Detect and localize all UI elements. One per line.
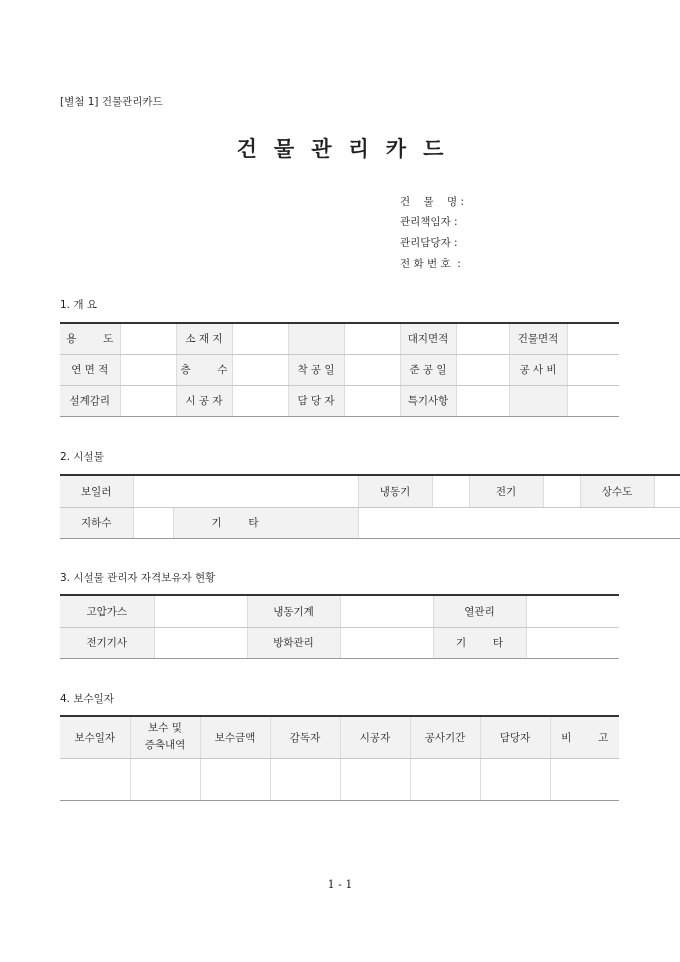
overview-label: 특기사항: [400, 385, 456, 416]
overview-label: 층 수: [176, 354, 232, 385]
repairs-cell: [200, 758, 270, 800]
overview-value-cell: [456, 385, 509, 416]
overview-label: 대지면적: [400, 323, 456, 354]
facility-value-cell: [543, 475, 580, 507]
managers-table: [60, 594, 619, 659]
page-title: 건물관리카드: [236, 137, 461, 161]
section-managers-heading: 3. 시설물 관리자 자격보유자 현황: [60, 572, 216, 584]
overview-label: 건물면적: [509, 323, 567, 354]
repairs-cell: [480, 758, 550, 800]
manager-value-cell: [340, 627, 433, 658]
overview-label: 공 사 비: [509, 354, 567, 385]
page-number: 1 - 1: [327, 878, 353, 891]
overview-table: [60, 322, 619, 417]
overview-label: [288, 323, 344, 354]
manager-label: 전기기사: [60, 627, 154, 658]
repairs-header-contractor: 시공자: [340, 716, 410, 758]
facility-value-cell: [358, 507, 680, 538]
manager-label: 고압가스: [60, 595, 154, 627]
repairs-header-date: 보수일자: [60, 716, 130, 758]
overview-value-cell: [120, 385, 176, 416]
repairs-cell: [340, 758, 410, 800]
repairs-header-supervisor: 감독자: [270, 716, 340, 758]
facility-label: 지하수: [60, 507, 133, 538]
overview-value-cell: [232, 323, 288, 354]
repairs-cell: [550, 758, 619, 800]
repairs-cell: [410, 758, 480, 800]
repairs-cell: [130, 758, 200, 800]
overview-label: [509, 385, 567, 416]
overview-value-cell: [120, 354, 176, 385]
facility-label: 상수도: [580, 475, 654, 507]
section-facilities-heading: 2. 시설물: [60, 451, 104, 463]
overview-value-cell: [344, 323, 400, 354]
facility-value-cell: [654, 475, 680, 507]
overview-label: 착 공 일: [288, 354, 344, 385]
facility-value-cell: [133, 507, 173, 538]
overview-value-cell: [120, 323, 176, 354]
facility-value-cell: [432, 475, 469, 507]
overview-value-cell: [456, 354, 509, 385]
manager-value-cell: [154, 627, 247, 658]
overview-label: 연 면 적: [60, 354, 120, 385]
info-building-name: 건 물 명 :: [400, 196, 465, 208]
manager-value-cell: [526, 595, 619, 627]
overview-label: 소 재 지: [176, 323, 232, 354]
info-manager-in-charge: 관리책임자 :: [400, 216, 458, 228]
manager-label: 기 타: [433, 627, 526, 658]
section-overview-heading: 1. 개 요: [60, 299, 97, 311]
repairs-table: [60, 715, 619, 801]
repairs-header-staff: 담당자: [480, 716, 550, 758]
manager-label: 방화관리: [247, 627, 340, 658]
overview-value-cell: [567, 385, 619, 416]
facility-label: 냉동기: [358, 475, 432, 507]
facility-label: 보일러: [60, 475, 133, 507]
repairs-header-amount: 보수금액: [200, 716, 270, 758]
overview-label: 용 도: [60, 323, 120, 354]
overview-value-cell: [232, 385, 288, 416]
overview-value-cell: [567, 323, 619, 354]
overview-value-cell: [232, 354, 288, 385]
repairs-header-details: 보수 및 증축내역: [130, 716, 200, 758]
facility-value-cell: [133, 475, 358, 507]
overview-value-cell: [456, 323, 509, 354]
overview-value-cell: [344, 385, 400, 416]
overview-value-cell: [344, 354, 400, 385]
facilities-table: [60, 474, 680, 539]
repairs-cell: [60, 758, 130, 800]
overview-label: 담 당 자: [288, 385, 344, 416]
attachment-label: [별첨 1] 건물관리카드: [60, 96, 163, 108]
manager-value-cell: [526, 627, 619, 658]
manager-label: 열관리: [433, 595, 526, 627]
overview-label: 시 공 자: [176, 385, 232, 416]
manager-value-cell: [154, 595, 247, 627]
facility-label: 기 타: [173, 507, 358, 538]
manager-value-cell: [340, 595, 433, 627]
manager-label: 냉동기계: [247, 595, 340, 627]
info-phone-number: 전 화 번 호 :: [400, 258, 461, 270]
overview-label: 준 공 일: [400, 354, 456, 385]
overview-label: 설계감리: [60, 385, 120, 416]
facility-label: 전기: [469, 475, 543, 507]
repairs-header-period: 공사기간: [410, 716, 480, 758]
section-repairs-heading: 4. 보수일자: [60, 693, 114, 705]
repairs-cell: [270, 758, 340, 800]
overview-value-cell: [567, 354, 619, 385]
info-manager-staff: 관리담당자 :: [400, 237, 458, 249]
repairs-header-remarks: 비 고: [550, 716, 619, 758]
